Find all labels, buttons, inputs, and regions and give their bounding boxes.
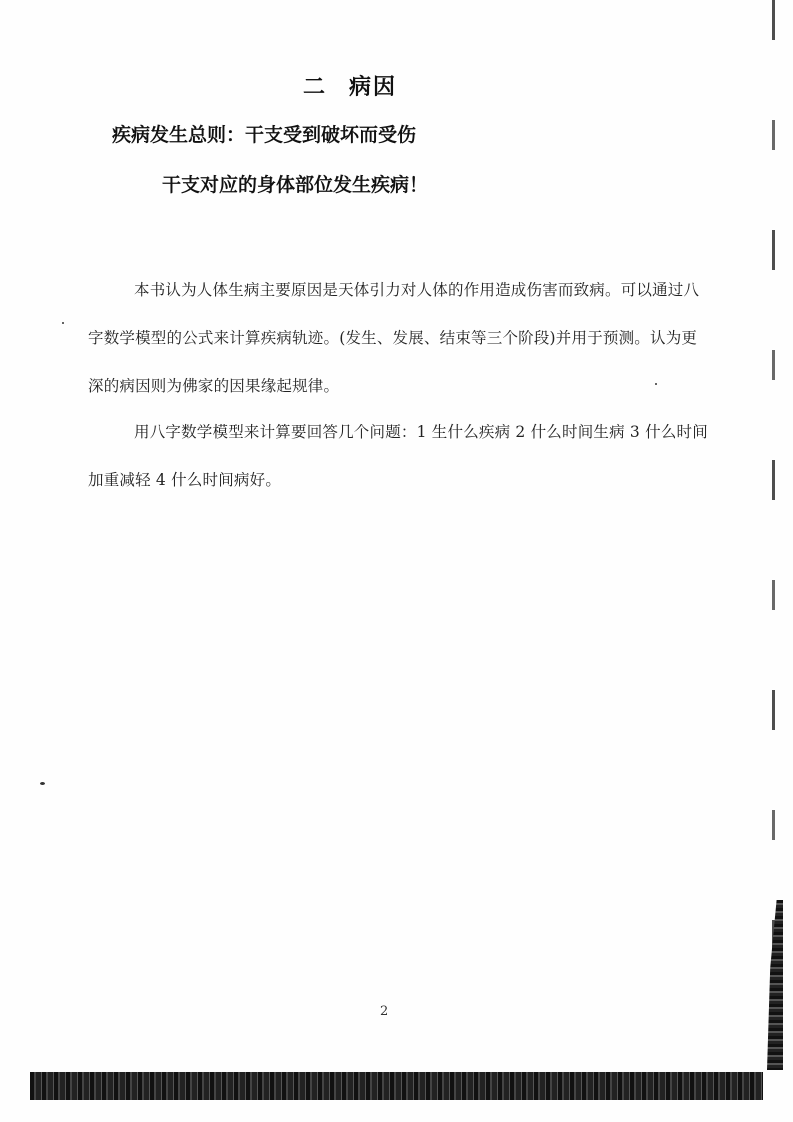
scan-bottom-band xyxy=(30,1072,763,1100)
paragraph-causes: 本书认为人体生病主要原因是天体引力对人体的作用造成伤害而致病。可以通过八字数学模型的公式来计算疾病轨迹。(发生、发展、结束等三个阶段)并用于预测。认为更深的病因则为佛家的因果缘起规律。 xyxy=(88,280,700,395)
section-heading xyxy=(0,70,700,101)
heading-text: 病因 xyxy=(349,75,398,100)
paragraph-questions: 用八字数学模型来计算要回答几个问题：1 生什么疾病 2 什么时间生病 3 什么时间加重减轻 4 什么时间病好。 xyxy=(88,422,708,489)
scan-edge-shadow xyxy=(767,900,783,1070)
subtitle-line-1: 疾病发生总则：干支受到破坏而受伤 xyxy=(112,124,417,146)
scan-speck xyxy=(655,383,657,385)
scan-edge-line xyxy=(772,0,775,1080)
subtitle-line-2: 干支对应的身体部位发生疾病！ xyxy=(162,174,429,196)
scan-speck xyxy=(62,322,64,324)
page-number: 2 xyxy=(380,1004,389,1019)
heading-number: 二 xyxy=(302,75,327,100)
scan-speck xyxy=(40,782,45,785)
